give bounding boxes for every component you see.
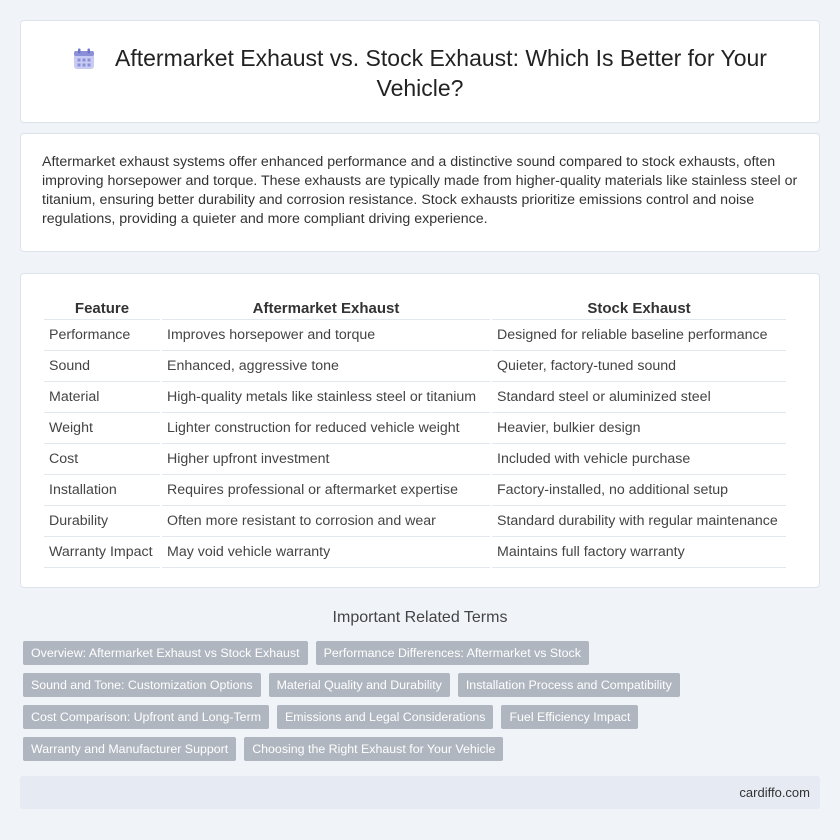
table-row — [44, 382, 786, 413]
column-header-aftermarket: Aftermarket Exhaust — [162, 296, 490, 320]
cell-feature: Cost — [44, 444, 160, 475]
related-term-tag[interactable]: Emissions and Legal Considerations — [277, 705, 493, 729]
cell-aftermarket: High-quality metals like stainless steel or titanium — [162, 382, 490, 413]
cell-aftermarket: Lighter construction for reduced vehicle weight — [162, 413, 490, 444]
calendar-icon — [73, 48, 95, 70]
cell-feature: Installation — [44, 475, 160, 506]
related-term-tag[interactable]: Performance Differences: Aftermarket vs Stock — [316, 641, 589, 665]
cell-aftermarket: Improves horsepower and torque — [162, 320, 490, 351]
related-term-tag[interactable]: Choosing the Right Exhaust for Your Vehicle — [244, 737, 503, 761]
related-term-tag[interactable]: Overview: Aftermarket Exhaust vs Stock Exhaust — [23, 641, 308, 665]
related-term-tag[interactable]: Warranty and Manufacturer Support — [23, 737, 236, 761]
table-row — [44, 537, 786, 568]
related-term-tag[interactable]: Sound and Tone: Customization Options — [23, 673, 261, 697]
table-row — [44, 320, 786, 351]
table-row — [44, 351, 786, 382]
cell-stock: Standard durability with regular maintenance — [492, 506, 786, 537]
related-term-tag[interactable]: Installation Process and Compatibility — [458, 673, 680, 697]
related-term-tag[interactable]: Cost Comparison: Upfront and Long-Term — [23, 705, 269, 729]
intro-card — [20, 133, 820, 252]
cell-feature: Performance — [44, 320, 160, 351]
comparison-table-card — [20, 273, 820, 588]
cell-aftermarket: May void vehicle warranty — [162, 537, 490, 568]
cell-stock: Quieter, factory-tuned sound — [492, 351, 786, 382]
cell-stock: Heavier, bulkier design — [492, 413, 786, 444]
table-row — [44, 506, 786, 537]
cell-feature: Warranty Impact — [44, 537, 160, 568]
cell-stock: Factory-installed, no additional setup — [492, 475, 786, 506]
cell-stock: Included with vehicle purchase — [492, 444, 786, 475]
footer — [20, 776, 820, 809]
related-term-tag[interactable]: Material Quality and Durability — [269, 673, 450, 697]
page-title-wrap — [21, 43, 819, 103]
cell-stock: Standard steel or aluminized steel — [492, 382, 786, 413]
related-terms-tags — [23, 641, 813, 761]
page-title: Aftermarket Exhaust vs. Stock Exhaust: Which Is Better for Your Vehicle? — [115, 45, 767, 101]
table-header-row — [44, 296, 786, 320]
column-header-feature: Feature — [44, 296, 160, 320]
related-terms-title: Important Related Terms — [332, 609, 508, 626]
related-term-tag[interactable]: Fuel Efficiency Impact — [501, 705, 638, 729]
title-card — [20, 20, 820, 123]
cell-feature: Material — [44, 382, 160, 413]
cell-aftermarket: Enhanced, aggressive tone — [162, 351, 490, 382]
cell-aftermarket: Requires professional or aftermarket expertise — [162, 475, 490, 506]
comparison-table — [42, 296, 788, 568]
intro-paragraph: Aftermarket exhaust systems offer enhanced performance and a distinctive sound compared to stock exhausts, often improving horsepower and torque. These exhausts are typically made from higher-quality materials like stainless steel or titanium, ensuring better durability and corrosion resistance. Stock exhausts prioritize emissions control and noise regulations, providing a quieter and more compliant driving experience. — [42, 154, 798, 227]
table-row — [44, 444, 786, 475]
cell-aftermarket: Often more resistant to corrosion and wear — [162, 506, 490, 537]
footer-site[interactable]: cardiffo.com — [739, 785, 810, 800]
cell-stock: Designed for reliable baseline performance — [492, 320, 786, 351]
cell-aftermarket: Higher upfront investment — [162, 444, 490, 475]
table-row — [44, 413, 786, 444]
table-row — [44, 475, 786, 506]
column-header-stock: Stock Exhaust — [492, 296, 786, 320]
cell-feature: Durability — [44, 506, 160, 537]
cell-stock: Maintains full factory warranty — [492, 537, 786, 568]
table-body — [44, 320, 786, 568]
cell-feature: Weight — [44, 413, 160, 444]
cell-feature: Sound — [44, 351, 160, 382]
